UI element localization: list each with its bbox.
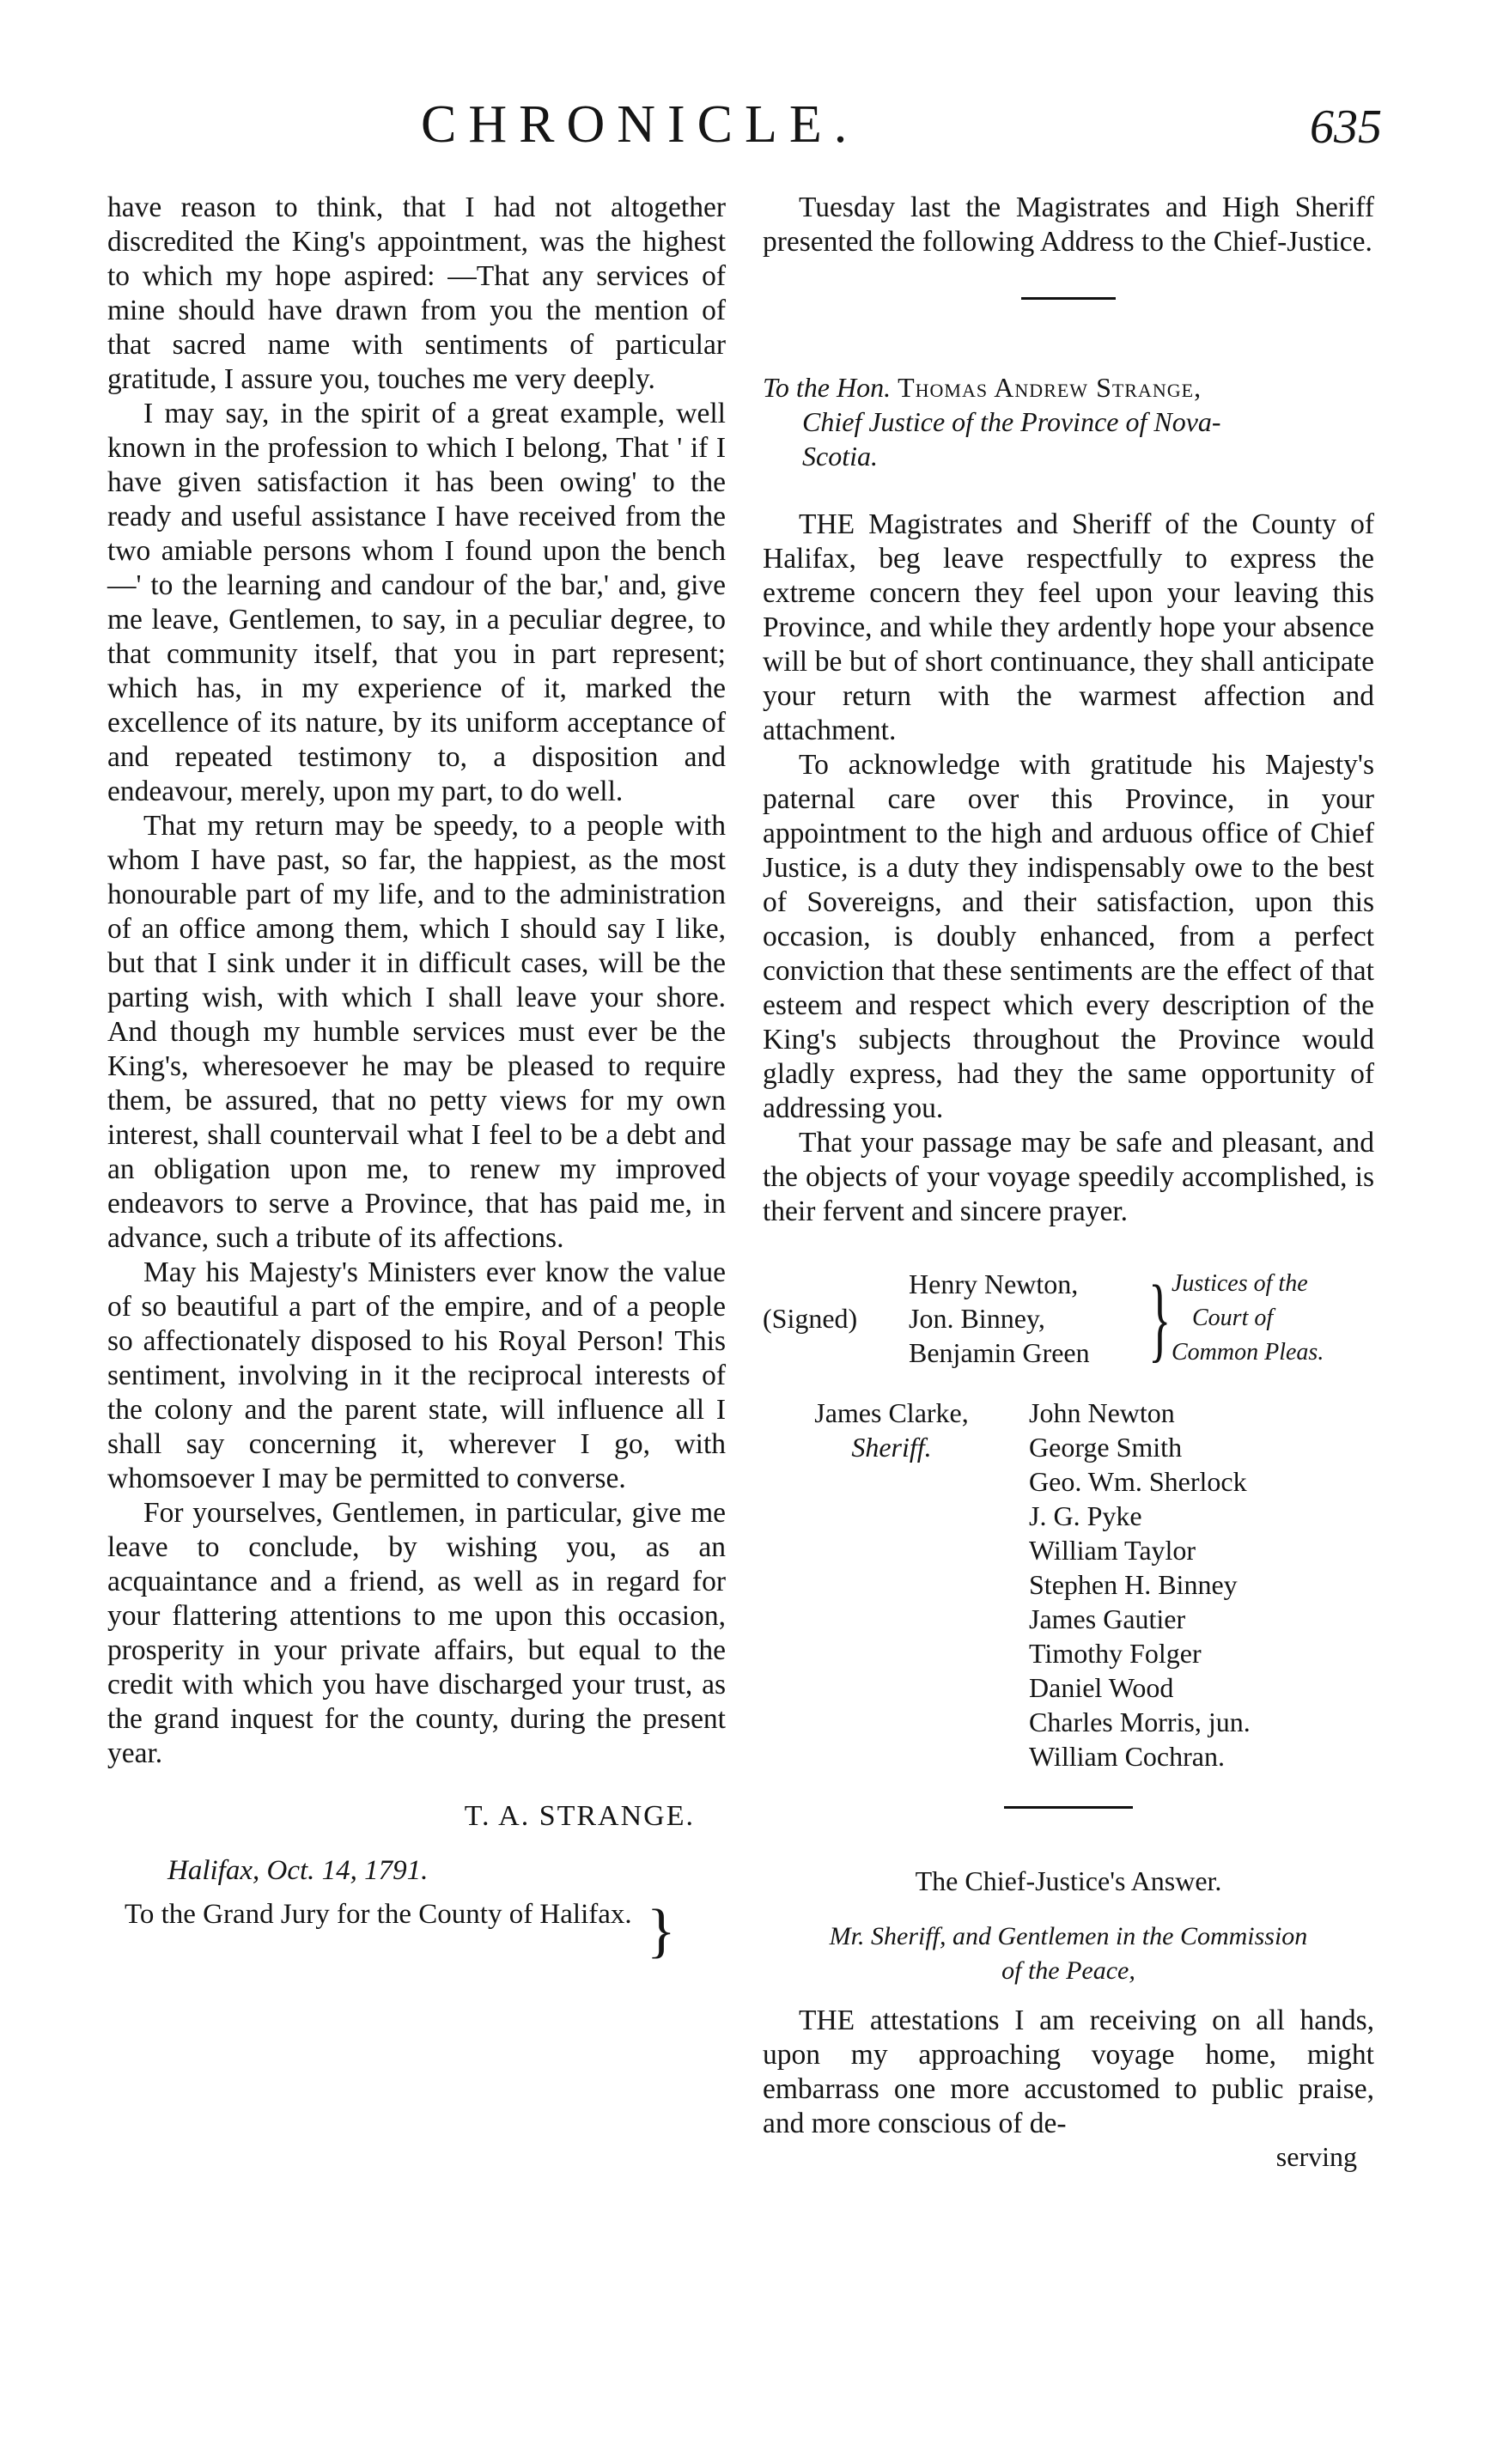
left-paragraph-5: For yourselves, Gentlemen, in particular, give me leave to conclude, by wishing you, as an acquaintance and a friend, as well as in regard for your flattering attentions to me upon this occasion, prosperity in your private affairs, but equal to the credit with which you have discharged your trust, as the grand inquest for the county, during the present year. — [107, 1497, 726, 1769]
page-number: 635 — [1310, 100, 1382, 154]
address-to-grand-jury — [107, 1897, 726, 1966]
sheriff — [763, 1396, 1020, 1773]
magistrate-name: Stephen H. Binney — [1029, 1569, 1238, 1600]
magistrate-name: John Newton — [1029, 1397, 1175, 1428]
to-prefix: To the Hon. — [763, 372, 892, 403]
right-column — [763, 191, 1374, 2173]
address-to-text: To the Grand Jury for the County of Halifax. — [125, 1899, 632, 1930]
answer-paragraph: THE attestations I am receiving on all hands, upon my approaching voyage home, might embarrass one more accustomed to public praise, and more conscious of de- — [763, 2005, 1374, 2139]
addressee-title: Chief Justice of the Province of Nova- — [802, 406, 1221, 437]
brace-glyph: } — [647, 1898, 676, 1964]
magistrate-name: George Smith — [1029, 1432, 1183, 1463]
magistrate-name: J. G. Pyke — [1029, 1500, 1142, 1531]
justice-name: Benjamin Green — [909, 1337, 1090, 1368]
justices-list — [909, 1267, 1141, 1370]
addressee-province: Scotia. — [802, 441, 878, 472]
dateline: Halifax, Oct. 14, 1791. — [167, 1855, 429, 1886]
address-heading — [763, 370, 1374, 473]
running-title: CHRONICLE. — [421, 95, 860, 154]
divider-rule — [1004, 1806, 1133, 1809]
magistrate-name: Daniel Wood — [1029, 1672, 1174, 1703]
intro-paragraph: Tuesday last the Magistrates and High Sheriff presented the following Address to the Chief-Justice. — [763, 192, 1374, 258]
justices-role — [1172, 1267, 1324, 1370]
role-line: Common Pleas. — [1172, 1339, 1324, 1366]
justice-name: Henry Newton, — [909, 1269, 1079, 1299]
magistrates-list — [1020, 1396, 1374, 1773]
sheriff-name: James Clarke, — [814, 1397, 969, 1428]
salutation-line: of the Peace, — [1001, 1956, 1135, 1985]
signed-block — [763, 1267, 1374, 1370]
sheriff-role: Sheriff. — [851, 1432, 932, 1463]
role-line: Court of — [1192, 1305, 1274, 1331]
page-header — [0, 94, 1485, 163]
addressee-name: Thomas Andrew Strange, — [898, 372, 1202, 403]
justice-name: Jon. Binney, — [909, 1303, 1045, 1334]
answer-heading: The Chief-Justice's Answer. — [915, 1865, 1222, 1896]
left-column — [107, 191, 726, 1966]
salutation-line: Mr. Sheriff, and Gentlemen in the Commission — [829, 1922, 1308, 1950]
magistrates-block — [763, 1396, 1374, 1773]
catchword: serving — [1275, 2141, 1357, 2172]
magistrate-name: Charles Morris, jun. — [1029, 1707, 1251, 1737]
address-body — [763, 508, 1374, 1229]
left-paragraph-1: have reason to think, that I had not altogether discredited the King's appointment, was the highest to which my hope aspired: —That any services of mine should have drawn from you the mention of that sacred name with sentiments of particular gratitude, I assure you, touches me very deeply. — [107, 192, 726, 395]
left-paragraph-2: I may say, in the spirit of a great example, well known in the profession to which I belong, That ' if I have given satisfaction it has been owing' to the ready and useful assistance I have received from the two amiable persons whom I found upon the bench—' to the learning and candour of the bar,' and, give me leave, Gentlemen, to say, in a peculiar degree, to that community itself, that you in part represent; which has, in my experience of it, marked the excellence of its nature, by its uniform acceptance of and repeated testimony to, a disposition and endeavour, merely, upon my part, to do well. — [107, 398, 726, 807]
address-paragraph-3: That your passage may be safe and pleasant, and the objects of your voyage speedily accomplished, is their fervent and sincere prayer. — [763, 1127, 1374, 1227]
divider-rule — [1021, 297, 1116, 300]
magistrate-name: Geo. Wm. Sherlock — [1029, 1466, 1247, 1497]
magistrate-name: James Gautier — [1029, 1603, 1186, 1634]
magistrate-name: Timothy Folger — [1029, 1638, 1202, 1669]
address-paragraph-2: To acknowledge with gratitude his Majesty's paternal care over this Province, in your appointment to the high and arduous office of Chief Justice, is a duty they indispensably owe to the best of Sovereigns, and their satisfaction, upon this occasion, is doubly enhanced, from a perfect conviction that these sentiments are the effect of that esteem and respect which every description of the King's subjects throughout the Province would gladly express, had they the same opportunity of addressing you. — [763, 749, 1374, 1124]
brace-glyph: } — [1148, 1266, 1172, 1371]
left-paragraph-3: That my return may be speedy, to a people with whom I have past, so far, the happiest, as the most honourable part of my life, and to the administration of an office among them, which I should say I like, but that I sink under it in difficult cases, will be the parting wish, with which I shall leave your shore. And though my humble services must ever be the King's, wheresoever he may be pleased to require them, be assured, that no petty views for my own interest, shall countervail what I feel to be a debt and an obligation upon me, to renew my improved endeavors to serve a Province, that has paid me, in advance, such a tribute of its affections. — [107, 810, 726, 1254]
magistrate-name: William Cochran. — [1029, 1741, 1225, 1772]
role-line: Justices of the — [1172, 1270, 1308, 1297]
left-paragraph-4: May his Majesty's Ministers ever know the value of so beautiful a part of the empire, and of a people so affectionately disposed to his Royal Person! This sentiment, involving in it the reciprocal interests of the colony and the parent state, will influence all I shall say concerning it, wherever I go, with whomsoever I may be permitted to converse. — [107, 1256, 726, 1494]
signed-label: (Signed) — [763, 1303, 858, 1334]
signature: T. A. STRANGE. — [464, 1800, 695, 1832]
magistrate-name: William Taylor — [1029, 1535, 1196, 1566]
address-paragraph-1: THE Magistrates and Sheriff of the County of Halifax, beg leave respectfully to express the extreme concern they feel upon your leaving this Province, and while they ardently hope your absence will be but of short continuance, they shall anticipate your return with the warmest affection and attachment. — [763, 508, 1374, 746]
answer-salutation — [763, 1919, 1374, 1988]
